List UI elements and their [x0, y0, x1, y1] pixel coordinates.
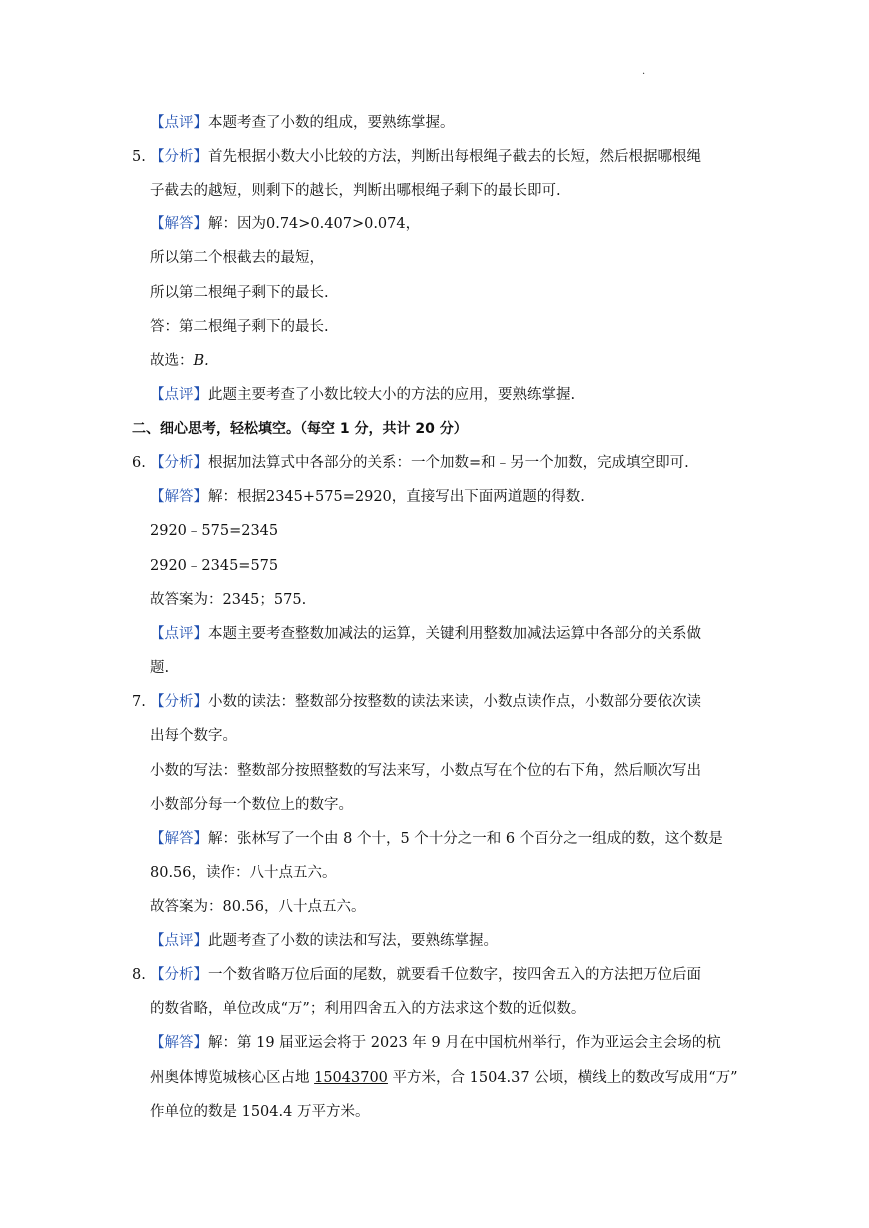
- item8-answer-line3: 作单位的数是 1504.4 万平方米。: [150, 1104, 370, 1120]
- item6-comment-line2: 题.: [150, 660, 170, 676]
- answer-tag: 【解答】: [150, 489, 208, 505]
- question-number: 7.: [132, 694, 146, 710]
- item6-equation1: 2920﹣575=2345: [150, 523, 279, 539]
- item5-choice-line: [150, 350, 209, 372]
- answer-text: 解：张林写了一个由 8 个十，5 个十分之一和 6 个百分之一组成的数，这个数是: [208, 831, 723, 847]
- analysis-text: 首先根据小数大小比较的方法，判断出每根绳子截去的长短，然后根据哪根绳: [208, 149, 701, 165]
- item7-answer-line2: 80.56，读作：八十点五六。: [150, 865, 337, 881]
- item7-write-line2: 小数部分每一个数位上的数字。: [150, 797, 353, 813]
- item5-answer-line1: [150, 213, 420, 235]
- analysis-text: 根据加法算式中各部分的关系：一个加数=和﹣另一个加数，完成填空即可.: [208, 455, 689, 471]
- item6-equation2: 2920﹣2345=575: [150, 558, 279, 574]
- item7-comment-line: [150, 930, 498, 952]
- analysis-tag: 【分析】: [150, 149, 208, 165]
- item7-write-line1: 小数的写法：整数部分按照整数的写法来写，小数点写在个位的右下角，然后顺次写出: [150, 763, 701, 779]
- comment-tag: 【点评】: [150, 933, 208, 949]
- item7-answer-line1: [150, 828, 723, 850]
- item6-comment-line1: [150, 623, 701, 645]
- corner-mark: .: [642, 66, 646, 77]
- item5-comment-line: [150, 384, 575, 406]
- comment-tag: 【点评】: [150, 626, 208, 642]
- item5-analysis-line2: 子截去的越短，则剩下的越长，判断出哪根绳子剩下的最长即可.: [150, 183, 561, 199]
- analysis-text: 小数的读法：整数部分按整数的读法来读，小数点读作点，小数部分要依次读: [208, 694, 701, 710]
- comment-text: 此题考查了小数的读法和写法，要熟练掌握。: [208, 933, 498, 949]
- item6-answer-line: [150, 486, 585, 508]
- analysis-text: 一个数省略万位后面的尾数，就要看千位数字，按四舍五入的方法把万位后面: [208, 967, 701, 983]
- item5-line3: 所以第二根绳子剩下的最长.: [150, 285, 329, 301]
- item5-line4: 答：第二根绳子剩下的最长.: [150, 319, 329, 335]
- item6-analysis-line: [150, 452, 689, 474]
- choice-prefix: 故选：: [150, 353, 194, 369]
- comment-tag: 【点评】: [150, 387, 208, 403]
- comment-tag: 【点评】: [150, 115, 208, 131]
- answer-tag: 【解答】: [150, 831, 208, 847]
- question-number: 5.: [132, 149, 146, 165]
- answer-text-b: 平方米，合 1504.37 公顷，横线上的数改写成用“万”: [387, 1070, 738, 1086]
- choice-value: B.: [193, 353, 209, 369]
- item4-comment-line: [150, 112, 455, 134]
- comment-text: 此题主要考查了小数比较大小的方法的应用，要熟练掌握.: [208, 387, 576, 403]
- analysis-tag: 【分析】: [150, 455, 208, 471]
- item7-analysis-line1: [150, 691, 701, 713]
- answer-text: 解：根据2345+575=2920，直接写出下面两道题的得数.: [208, 489, 585, 505]
- comment-text: 本题主要考查整数加减法的运算，关键利用整数加减法运算中各部分的关系做: [208, 626, 701, 642]
- item8-answer-line1: [150, 1032, 721, 1054]
- answer-text-a: 州奥体博览城核心区占地: [150, 1070, 315, 1086]
- underlined-number: 15043700: [314, 1070, 388, 1086]
- section-heading: 二、细心思考，轻松填空。（每空 1 分，共计 20 分）: [132, 421, 468, 437]
- analysis-tag: 【分析】: [150, 694, 208, 710]
- answer-text: 解：第 19 届亚运会将于 2023 年 9 月在中国杭州举行，作为亚运会主会场的杭: [208, 1035, 721, 1051]
- item8-analysis-line2: 的数省略，单位改成“万”；利用四舍五入的方法求这个数的近似数。: [150, 1001, 586, 1017]
- item5-analysis-line1: [150, 146, 701, 168]
- item6-result: 故答案为：2345；575.: [150, 592, 307, 608]
- question-number: 6.: [132, 455, 146, 471]
- item7-analysis-line2: 出每个数字。: [150, 728, 237, 744]
- item5-line2: 所以第二个根截去的最短，: [150, 250, 324, 266]
- question-number: 8.: [132, 967, 146, 983]
- answer-tag: 【解答】: [150, 1035, 208, 1051]
- answer-text: 解：因为0.74>0.407>0.074，: [208, 216, 421, 232]
- item7-result: 故答案为：80.56，八十点五六。: [150, 899, 366, 915]
- item8-analysis-line1: [150, 964, 701, 986]
- answer-tag: 【解答】: [150, 216, 208, 232]
- analysis-tag: 【分析】: [150, 967, 208, 983]
- comment-text: 本题考查了小数的组成，要熟练掌握。: [208, 115, 455, 131]
- item8-answer-line2: [150, 1067, 738, 1089]
